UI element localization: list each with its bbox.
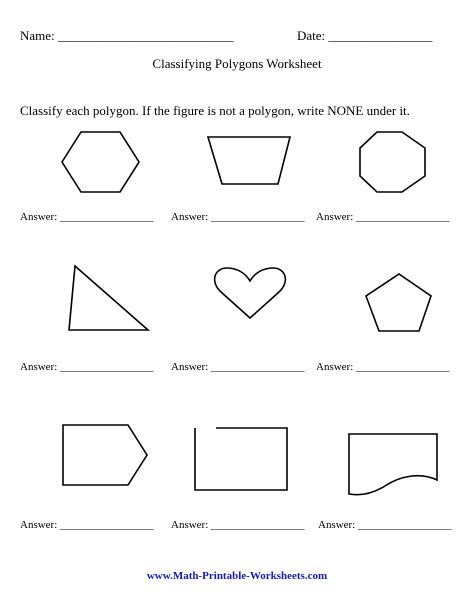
date-blank[interactable]: ________________ <box>328 28 433 43</box>
answer-label: Answer: <box>171 361 209 373</box>
answer-line[interactable] <box>20 211 154 223</box>
answer-line[interactable] <box>316 361 450 373</box>
answer-label: Answer: <box>171 519 209 531</box>
answer-label: Answer: <box>318 519 356 531</box>
name-label: Name: <box>20 28 55 43</box>
answer-line[interactable] <box>20 361 154 373</box>
answer-blank[interactable]: _________________ <box>60 519 154 531</box>
answer-label: Answer: <box>316 211 354 223</box>
answer-line[interactable] <box>171 211 305 223</box>
worksheet-title: Classifying Polygons Worksheet <box>152 56 322 71</box>
answer-blank[interactable]: _________________ <box>211 361 305 373</box>
answer-blank[interactable]: _________________ <box>358 519 452 531</box>
answer-label: Answer: <box>20 211 58 223</box>
name-blank[interactable]: ___________________________ <box>57 28 234 43</box>
footer-website-link[interactable]: www.Math-Printable-Worksheets.com <box>146 570 328 582</box>
answer-blank[interactable]: _________________ <box>60 211 154 223</box>
answer-blank[interactable]: _________________ <box>356 211 450 223</box>
answer-label: Answer: <box>20 361 58 373</box>
answer-line[interactable] <box>318 519 452 531</box>
answer-label: Answer: <box>20 519 58 531</box>
answer-line[interactable] <box>316 211 450 223</box>
answer-label: Answer: <box>171 211 209 223</box>
answer-blank[interactable]: _________________ <box>356 361 450 373</box>
answer-label: Answer: <box>316 361 354 373</box>
answer-line[interactable] <box>20 519 154 531</box>
answer-blank[interactable]: _________________ <box>211 519 305 531</box>
instructions-text: Classify each polygon. If the figure is not a polygon, write NONE under it. <box>20 103 410 118</box>
answer-blank[interactable]: _________________ <box>60 361 154 373</box>
answer-line[interactable] <box>171 361 305 373</box>
date-label: Date: <box>297 28 326 43</box>
answer-blank[interactable]: _________________ <box>211 211 305 223</box>
answer-line[interactable] <box>171 519 305 531</box>
